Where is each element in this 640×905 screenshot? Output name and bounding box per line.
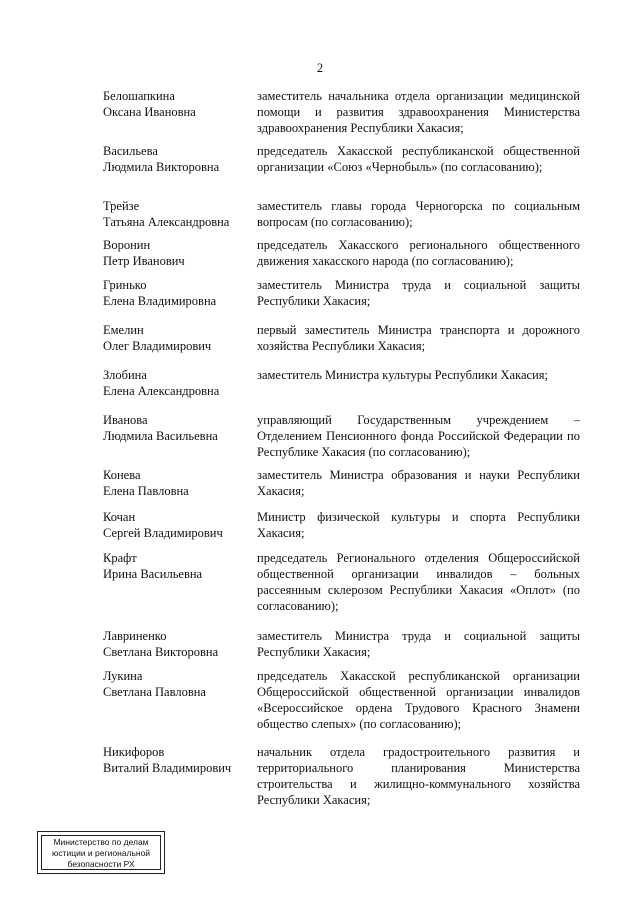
member-first-name: Сергей Владимирович — [103, 526, 223, 540]
member-first-name: Светлана Павловна — [103, 685, 206, 699]
member-name — [103, 367, 253, 399]
member-last-name: Крафт — [103, 551, 137, 565]
member-first-name: Виталий Владимирович — [103, 761, 232, 775]
member-role: заместитель Министра культуры Республики Хакасия; — [257, 368, 548, 382]
member-first-name: Людмила Васильевна — [103, 429, 218, 443]
member-last-name: Васильева — [103, 144, 158, 158]
stamp-line: безопасности РХ — [67, 859, 135, 869]
member-name — [103, 509, 253, 541]
page-number: 2 — [316, 61, 324, 75]
member-last-name: Воронин — [103, 238, 151, 252]
member-last-name: Белошапкина — [103, 89, 175, 103]
member-name — [103, 467, 253, 499]
member-role: Министр физической культуры и спорта Республики Хакасия; — [257, 510, 580, 540]
member-first-name: Светлана Викторовна — [103, 645, 219, 659]
member-role: председатель Хакасской республиканской организации Общероссийской общественной организации инвалидов «Всероссийское ордена Трудового Красного Знамени общество слепых» (по согласованию); — [257, 669, 580, 731]
member-last-name: Конева — [103, 468, 141, 482]
member-name — [103, 744, 253, 776]
member-role: заместитель Министра труда и социальной защиты Республики Хакасия; — [257, 629, 580, 659]
member-name — [103, 628, 253, 660]
member-name — [103, 88, 253, 120]
member-role: заместитель Министра труда и социальной защиты Республики Хакасия; — [257, 278, 580, 308]
member-first-name: Петр Иванович — [103, 254, 185, 268]
member-last-name: Иванова — [103, 413, 148, 427]
member-first-name: Людмила Викторовна — [103, 160, 220, 174]
member-last-name: Никифоров — [103, 745, 165, 759]
member-role: управляющий Государственным учреждением – Отделением Пенсионного фонда Российской Федерации по Республике Хакасия (по согласованию); — [257, 413, 580, 459]
stamp-line: юстиции и региональной — [51, 848, 151, 858]
member-name — [103, 237, 253, 269]
member-role: заместитель главы города Черногорска по социальным вопросам (по согласованию); — [257, 199, 580, 229]
member-name — [103, 550, 253, 582]
member-name — [103, 412, 253, 444]
ministry-stamp — [37, 831, 165, 874]
member-first-name: Елена Павловна — [103, 484, 189, 498]
member-first-name: Татьяна Александровна — [103, 215, 230, 229]
member-first-name: Ирина Васильевна — [103, 567, 203, 581]
member-name — [103, 198, 253, 230]
member-role: заместитель Министра образования и науки Республики Хакасия; — [257, 468, 580, 498]
member-last-name: Злобина — [103, 368, 147, 382]
member-first-name: Елена Александровна — [103, 384, 220, 398]
member-last-name: Емелин — [103, 323, 144, 337]
member-role: заместитель начальника отдела организации медицинской помощи и развития здравоохранения Министерства здравоохранения Республики Хакасия; — [257, 89, 580, 135]
member-last-name: Кочан — [103, 510, 136, 524]
member-name — [103, 143, 253, 175]
member-first-name: Оксана Ивановна — [103, 105, 196, 119]
member-first-name: Олег Владимирович — [103, 339, 212, 353]
member-first-name: Елена Владимировна — [103, 294, 217, 308]
member-name — [103, 668, 253, 700]
member-role: начальник отдела градостроительного развития и территориального планирования Министерства строительства и жилищно-коммунального хозяйства Республики Хакасия; — [257, 745, 580, 807]
member-last-name: Гринько — [103, 278, 147, 292]
member-name — [103, 322, 253, 354]
member-last-name: Лавриненко — [103, 629, 167, 643]
member-role: председатель Регионального отделения Общероссийской общественной организации инвалидов – больных рассеянным склерозом Республики Хакасия «Оплот» (по согласованию); — [257, 551, 580, 613]
stamp-line: Министерство по делам — [53, 837, 149, 847]
member-role: председатель Хакасского регионального общественного движения хакасского народа (по согласованию); — [257, 238, 580, 268]
member-last-name: Трейзе — [103, 199, 140, 213]
member-role: первый заместитель Министра транспорта и дорожного хозяйства Республики Хакасия; — [257, 323, 580, 353]
member-last-name: Лукина — [103, 669, 143, 683]
member-name — [103, 277, 253, 309]
member-role: председатель Хакасской республиканской общественной организации «Союз «Чернобыль» (по согласованию); — [257, 144, 580, 174]
